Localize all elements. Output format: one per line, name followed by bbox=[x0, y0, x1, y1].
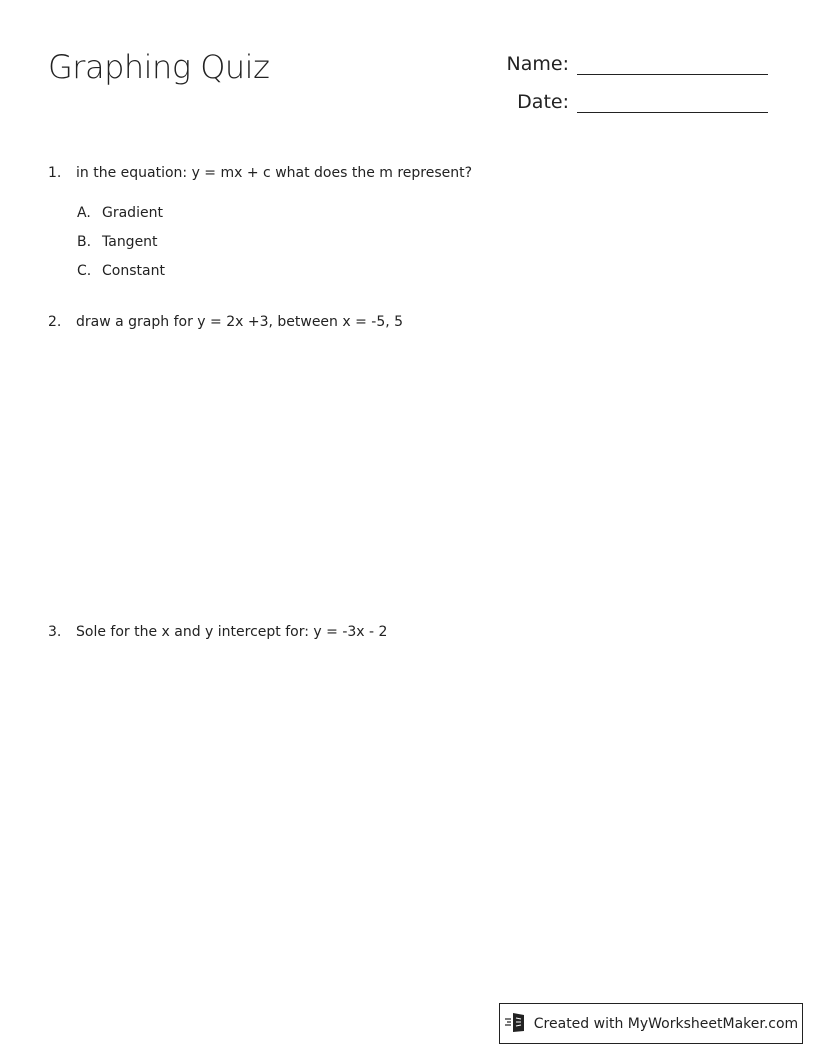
question-2 bbox=[48, 314, 403, 330]
date-label: Date: bbox=[517, 91, 569, 113]
option-letter: A. bbox=[77, 205, 91, 221]
question-number: 2. bbox=[48, 314, 62, 330]
option-c bbox=[77, 263, 165, 292]
name-field bbox=[507, 52, 768, 75]
option-letter: C. bbox=[77, 263, 92, 279]
option-a bbox=[77, 205, 165, 234]
date-line bbox=[577, 90, 768, 113]
option-letter: B. bbox=[77, 234, 92, 250]
footer-text: Created with MyWorksheetMaker.com bbox=[533, 1015, 799, 1032]
question-number: 3. bbox=[48, 624, 62, 640]
name-label: Name: bbox=[506, 53, 569, 75]
name-line bbox=[577, 52, 768, 75]
question-1-options bbox=[77, 205, 165, 292]
worksheet-logo-icon bbox=[504, 1011, 528, 1037]
option-b bbox=[77, 234, 165, 263]
question-text: in the equation: y = mx + c what does the m represent? bbox=[76, 165, 473, 181]
footer-badge bbox=[499, 1003, 803, 1044]
question-number: 1. bbox=[48, 165, 62, 181]
option-text: Tangent bbox=[102, 234, 158, 250]
page-title: Graphing Quiz bbox=[48, 48, 270, 86]
question-1 bbox=[48, 165, 472, 181]
question-text: draw a graph for y = 2x +3, between x = -5, 5 bbox=[76, 314, 404, 330]
question-3 bbox=[48, 624, 387, 640]
question-text: Sole for the x and y intercept for: y = -3x - 2 bbox=[76, 624, 388, 640]
date-field bbox=[517, 90, 768, 113]
option-text: Constant bbox=[102, 263, 165, 279]
option-text: Gradient bbox=[102, 205, 163, 221]
